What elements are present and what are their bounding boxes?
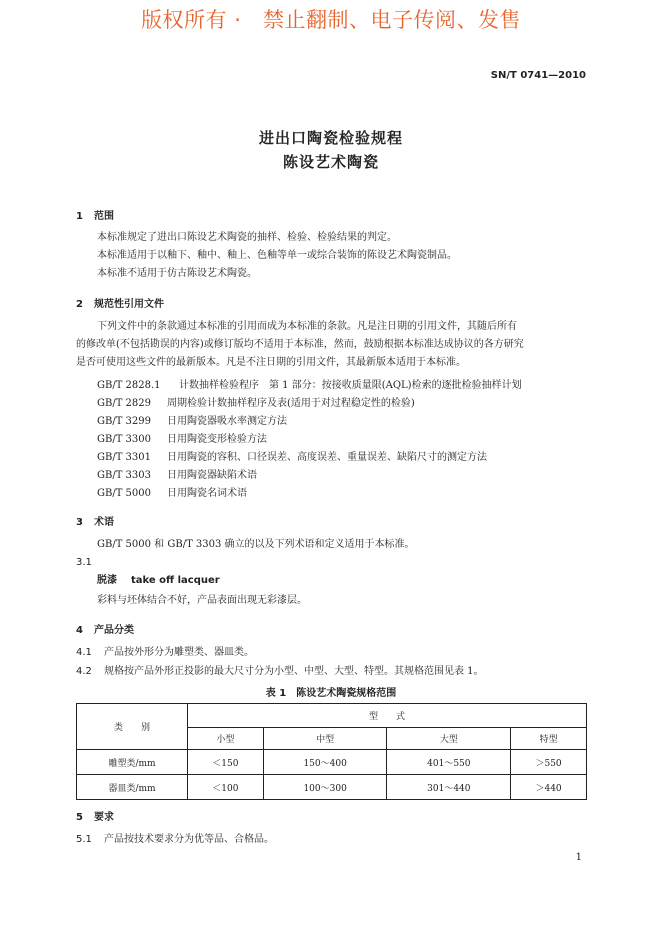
paragraph: 的修改单(不包括勘误的内容)或修订版均不适用于本标准，然而，鼓励根据本标准达成协议的各方研究: [76, 339, 524, 350]
table-caption: 表 1 陈设艺术陶瓷规格范围: [265, 688, 397, 699]
column-header: 大型: [387, 728, 511, 750]
clause-text: 产品按技术要求分为优等品、合格品。: [104, 834, 274, 845]
table-header-row: [77, 704, 587, 728]
column-header: 特型: [511, 728, 587, 750]
reference-title: 日用陶瓷变形检验方法: [167, 434, 267, 445]
table-cell: ＜150: [188, 750, 264, 775]
reference-title: 计数抽样检验程序 第 1 部分：按接收质量限(AQL)检索的逐批检验抽样计划: [179, 380, 522, 391]
reference-code: GB/T 3300: [97, 434, 152, 445]
clause-number: 5.1: [76, 834, 92, 845]
paragraph: 本标准规定了进出口陈设艺术陶瓷的抽样、检验、检验结果的判定。: [97, 232, 397, 243]
section-title: 规范性引用文件: [94, 299, 164, 310]
table-row: [77, 775, 587, 800]
section-title: 术语: [94, 517, 114, 528]
section-number: 5: [76, 812, 83, 823]
clause-number: 3.1: [76, 557, 92, 568]
reference-item: [97, 430, 267, 445]
reference-code: GB/T 2829: [97, 398, 152, 409]
spec-table: [76, 703, 587, 800]
paragraph: GB/T 5000 和 GB/T 3303 确立的以及下列术语和定义适用于本标准。: [97, 539, 415, 550]
table-cell: 301～440: [387, 775, 511, 800]
row-label: 雕塑类/mm: [77, 750, 188, 775]
reference-code: GB/T 3299: [97, 416, 152, 427]
row-label: 器皿类/mm: [77, 775, 188, 800]
section-title: 范围: [94, 211, 114, 222]
table-cell: 401～550: [387, 750, 511, 775]
reference-title: 日用陶瓷名词术语: [167, 488, 247, 499]
standard-number: SN/T 0741—2010: [490, 70, 586, 81]
clause: [76, 665, 484, 679]
reference-title: 日用陶瓷器吸水率测定方法: [167, 416, 287, 427]
section-5-heading: [76, 808, 114, 823]
reference-item: [97, 466, 257, 481]
section-1-heading: [76, 207, 114, 222]
section-number: 3: [76, 517, 83, 528]
section-number: 2: [76, 299, 83, 310]
section-title: 产品分类: [94, 625, 134, 636]
reference-code: GB/T 3303: [97, 470, 152, 481]
section-title: 要求: [94, 812, 114, 823]
clause: [76, 646, 254, 660]
paragraph: 本标准适用于以釉下、釉中、釉上、色釉等单一或综合装饰的陈设艺术陶瓷制品。: [97, 250, 457, 261]
term-entry: [97, 574, 220, 588]
reference-code: GB/T 3301: [97, 452, 152, 463]
clause-text: 规格按产品外形正投影的最大尺寸分为小型、中型、大型、特型。其规格范围见表 1。: [104, 666, 484, 677]
table-cell: ＞440: [511, 775, 587, 800]
reference-item: [97, 412, 287, 427]
reference-item: [97, 448, 487, 463]
clause-number: 4.2: [76, 666, 92, 677]
paragraph: 本标准不适用于仿古陈设艺术陶瓷。: [97, 268, 257, 279]
type-header: 型 式: [188, 704, 587, 728]
page-number: 1: [575, 852, 582, 863]
clause-number: 4.1: [76, 647, 92, 658]
table-cell: 100～300: [263, 775, 387, 800]
column-header: 中型: [263, 728, 387, 750]
table-cell: 150～400: [263, 750, 387, 775]
reference-item: [97, 394, 415, 409]
reference-code: GB/T 2828.1: [97, 380, 161, 391]
section-3-heading: [76, 513, 114, 528]
term-english: take off lacquer: [131, 575, 220, 586]
table-cell: ＞550: [511, 750, 587, 775]
section-number: 1: [76, 211, 83, 222]
reference-item: [97, 376, 522, 391]
reference-title: 日用陶瓷器缺陷术语: [167, 470, 257, 481]
section-number: 4: [76, 625, 83, 636]
table-row: [77, 750, 587, 775]
section-4-heading: [76, 621, 134, 636]
column-header: 小型: [188, 728, 264, 750]
term-definition: 彩料与坯体结合不好，产品表面出现无彩漆层。: [97, 595, 307, 606]
clause: [76, 833, 274, 847]
copyright-banner: 版权所有 · 禁止翻制、电子传阅、发售: [141, 8, 521, 32]
term-chinese: 脱漆: [97, 575, 117, 586]
category-header: 类 别: [77, 704, 188, 750]
reference-title: 日用陶瓷的容积、口径误差、高度误差、重量误差、缺陷尺寸的测定方法: [167, 452, 487, 463]
document-title: 进出口陶瓷检验规程: [258, 129, 403, 147]
section-2-heading: [76, 295, 164, 310]
reference-code: GB/T 5000: [97, 488, 152, 499]
reference-item: [97, 484, 247, 499]
document-subtitle: 陈设艺术陶瓷: [282, 153, 379, 171]
paragraph: 下列文件中的条款通过本标准的引用而成为本标准的条款。凡是注日期的引用文件，其随后所有: [97, 321, 517, 332]
table-cell: ＜100: [188, 775, 264, 800]
reference-title: 周期检验计数抽样程序及表(适用于对过程稳定性的检验): [167, 398, 415, 409]
clause-text: 产品按外形分为雕塑类、器皿类。: [104, 647, 254, 658]
paragraph: 是否可使用这些文件的最新版本。凡是不注日期的引用文件，其最新版本适用于本标准。: [76, 357, 466, 368]
